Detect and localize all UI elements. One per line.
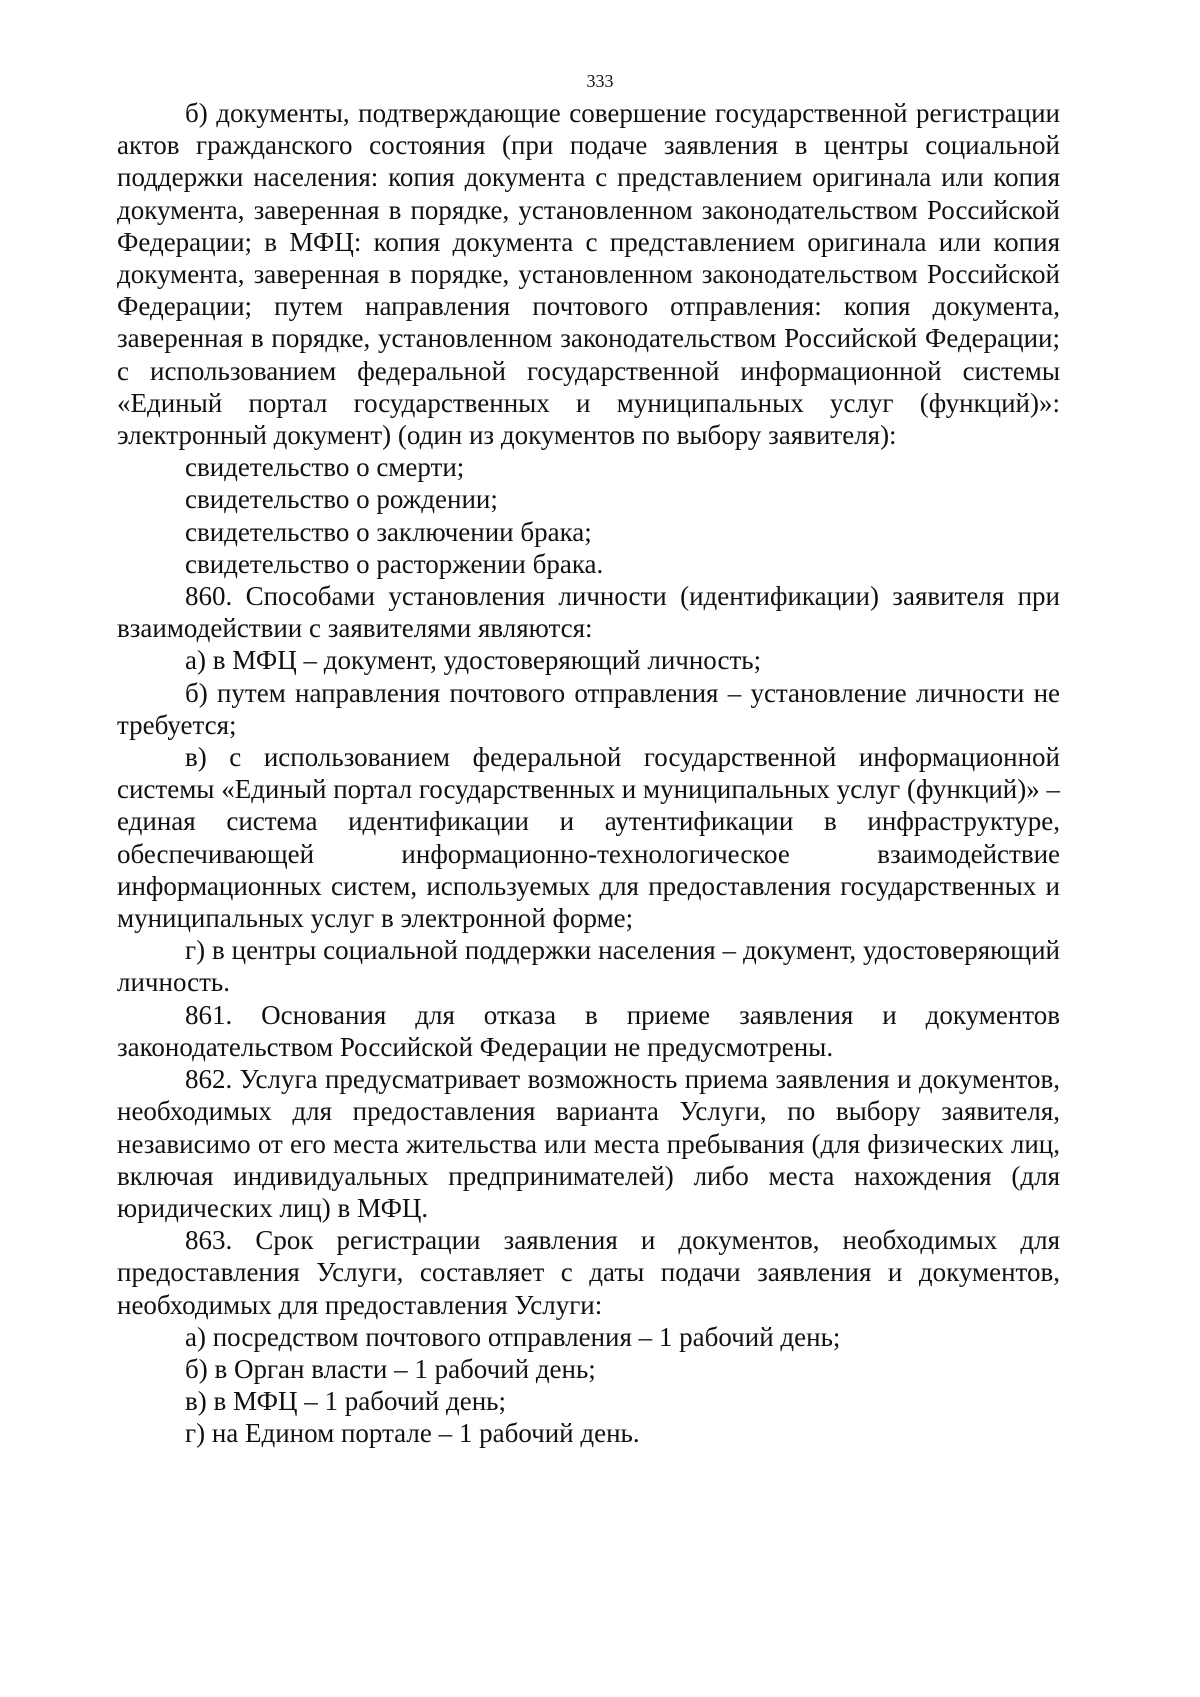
list-item: свидетельство о заключении брака; xyxy=(185,516,592,547)
document-body xyxy=(117,97,1060,1450)
paragraph: 863. Срок регистрации заявления и документов, необходимых для предоставления Услуги, составляет с даты подачи заявления и документов, необходимых для предоставления Услуги: xyxy=(117,1225,1060,1320)
list-item: б) в Орган власти – 1 рабочий день; xyxy=(185,1353,596,1384)
paragraph: б) путем направления почтового отправления – установление личности не требуется; xyxy=(117,677,1060,740)
paragraph: 860. Способами установления личности (идентификации) заявителя при взаимодействии с заявителями являются: xyxy=(117,581,1060,644)
paragraph: б) документы, подтверждающие совершение государственной регистрации актов гражданского состояния (при подаче заявления в центры социальной поддержки населения: копия документа с представлением оригинала или копия документа, заверенная в порядке, установленном законодательством Российской Федерации; в МФЦ: копия документа с представлением оригинала или копия документа, заверенная в порядке, установленном законодательством Российской Федерации; путем направления почтового отправления: копия документа, заверенная в порядке, установленном законодательством Российской Федерации; с использованием федеральной государственной информационной системы «Единый портал государственных и муниципальных услуг (функций)»: электронный документ) (один из документов по выбору заявителя): xyxy=(117,98,1060,451)
paragraph: 862. Услуга предусматривает возможность приема заявления и документов, необходимых для предоставления варианта Услуги, по выбору заявителя, независимо от его места жительства или места пребывания (для физических лиц, включая индивидуальных предпринимателей) либо места нахождения (для юридических лиц) в МФЦ. xyxy=(117,1064,1060,1223)
list-item: свидетельство о расторжении брака. xyxy=(185,548,604,579)
list-item: свидетельство о рождении; xyxy=(185,484,498,515)
page-number: 333 xyxy=(586,71,614,91)
list-item: в) в МФЦ – 1 рабочий день; xyxy=(185,1386,506,1417)
paragraph: г) в центры социальной поддержки населения – документ, удостоверяющий личность. xyxy=(117,935,1060,998)
list-item: г) на Едином портале – 1 рабочий день. xyxy=(185,1418,640,1449)
paragraph: в) с использованием федеральной государственной информационной системы «Единый портал государственных и муниципальных услуг (функций)» – единая система идентификации и аутентификации в инфраструктуре, обеспечивающей информационно-технологическое взаимодействие информационных систем, используемых для предоставления государственных и муниципальных услуг в электронной форме; xyxy=(117,742,1060,934)
list-item: а) в МФЦ – документ, удостоверяющий личность; xyxy=(185,645,762,676)
list-item: свидетельство о смерти; xyxy=(185,452,465,483)
list-item: а) посредством почтового отправления – 1 рабочий день; xyxy=(185,1321,841,1352)
paragraph: 861. Основания для отказа в приеме заявления и документов законодательством Российской Федерации не предусмотрены. xyxy=(117,999,1060,1062)
